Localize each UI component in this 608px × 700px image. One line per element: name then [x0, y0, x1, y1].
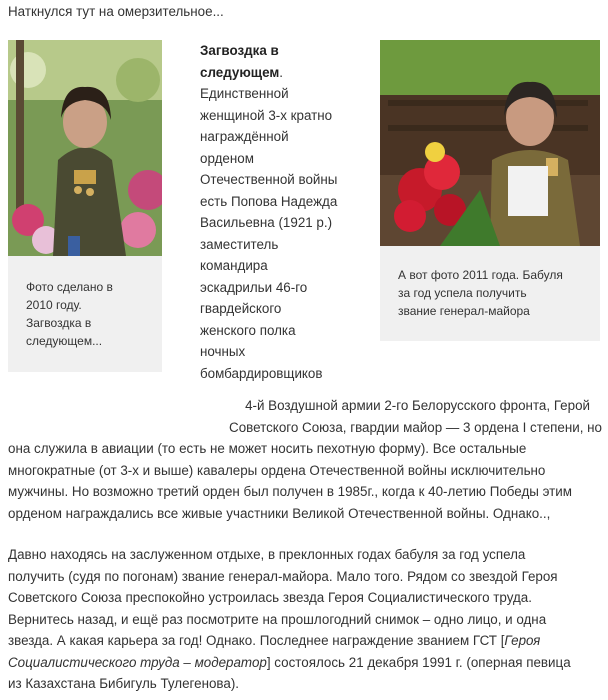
- caption-line: за год успела получить: [398, 286, 527, 300]
- caption-line: А вот фото 2011 года. Бабуля: [398, 268, 563, 282]
- photo-2010[interactable]: [8, 40, 162, 256]
- paragraph-1: [8, 395, 602, 524]
- lead-punct: .: [279, 64, 283, 80]
- column-line: Васильевна (1921 р.): [200, 215, 333, 230]
- paragraph-line: из Казахстана Бибигуль Тулегенова).: [8, 676, 240, 691]
- column-line: гвардейского: [200, 301, 282, 316]
- paragraph-text: звезда. А какая карьера за год! Однако. Последнее награждение званием ГСТ [: [8, 633, 505, 648]
- paragraph-line: [8, 652, 602, 674]
- intro-text: Наткнулся тут на омерзительное...: [8, 4, 224, 19]
- paragraph-line: орденом награждались все живые участники Великой Отечественной войны. Однако..,: [8, 505, 551, 521]
- column-line: Единственной: [200, 86, 289, 101]
- column-line: заместитель: [200, 236, 279, 252]
- column-line: орденом: [200, 150, 254, 166]
- figure-left: [8, 40, 162, 372]
- caption-right: [398, 266, 588, 320]
- caption-line: Загвоздка в: [26, 316, 92, 330]
- column-bold-line: [200, 62, 370, 84]
- column-line: есть Попова Надежда: [200, 193, 338, 209]
- column-line: командира: [200, 258, 268, 273]
- column-line: бомбардировщиков: [200, 365, 323, 381]
- italic-link[interactable]: Героя: [504, 633, 541, 648]
- paragraph-line: Вернитесь назад, и ещё раз посмотрите на прошлогодний снимок – одно лицо, и одна: [8, 611, 547, 627]
- italic-link[interactable]: Социалистического труда – модератор: [8, 654, 267, 670]
- paragraph-line: получить (судя по погонам) звание генерал-майора. Мало того. Рядом со звездой Героя: [8, 568, 558, 584]
- article-column: [200, 40, 370, 384]
- caption-line: звание генерал-майора: [398, 304, 530, 318]
- column-line: Отечественной войны: [200, 172, 338, 187]
- column-line: эскадрильи 46-го: [200, 279, 308, 295]
- paragraph-text: ] состоялось 21 декабря 1991 г. (оперная певица: [266, 654, 571, 670]
- caption-line: Фото сделано в: [26, 280, 113, 294]
- paragraph-line: мужчины. Но возможно третий орден был получен в 1985г., когда к 40-летию Победы этим: [8, 484, 572, 499]
- photo-2011[interactable]: [380, 40, 600, 246]
- paragraph-line: многократные (от 3-х и выше) кавалеры ордена Отечественной войны исключительно: [8, 462, 546, 478]
- figure-right: [380, 40, 600, 341]
- caption-line: 2010 году.: [26, 298, 82, 312]
- paragraph-line: она служила в авиации (то есть не может носить пехотную форму). Все остальные: [8, 441, 527, 456]
- paragraph-2: [8, 544, 602, 695]
- caption-line: следующем...: [26, 334, 103, 348]
- paragraph-line: [8, 630, 602, 652]
- column-line: награждённой: [200, 129, 289, 144]
- column-line: женщиной 3-х кратно: [200, 107, 333, 123]
- paragraph-line: 4-й Воздушной армии 2-го Белорусского фронта, Герой: [245, 398, 590, 413]
- column-line: ночных: [200, 344, 246, 359]
- lead-bold: Загвоздка в: [200, 43, 279, 58]
- paragraph-line: Советского Союза, гвардии майор — 3 ордена I степени, но: [229, 419, 602, 435]
- paragraph-line: Советского Союза преспокойно устроилась звезда Героя Социалистического труда.: [8, 590, 532, 605]
- column-bold-line: [200, 40, 370, 62]
- caption-left: [26, 278, 150, 350]
- lead-bold: следующем: [200, 64, 280, 80]
- column-line: женского полка: [200, 322, 296, 338]
- paragraph-line: Давно находясь на заслуженном отдыхе, в преклонных годах бабуля за год успела: [8, 547, 526, 562]
